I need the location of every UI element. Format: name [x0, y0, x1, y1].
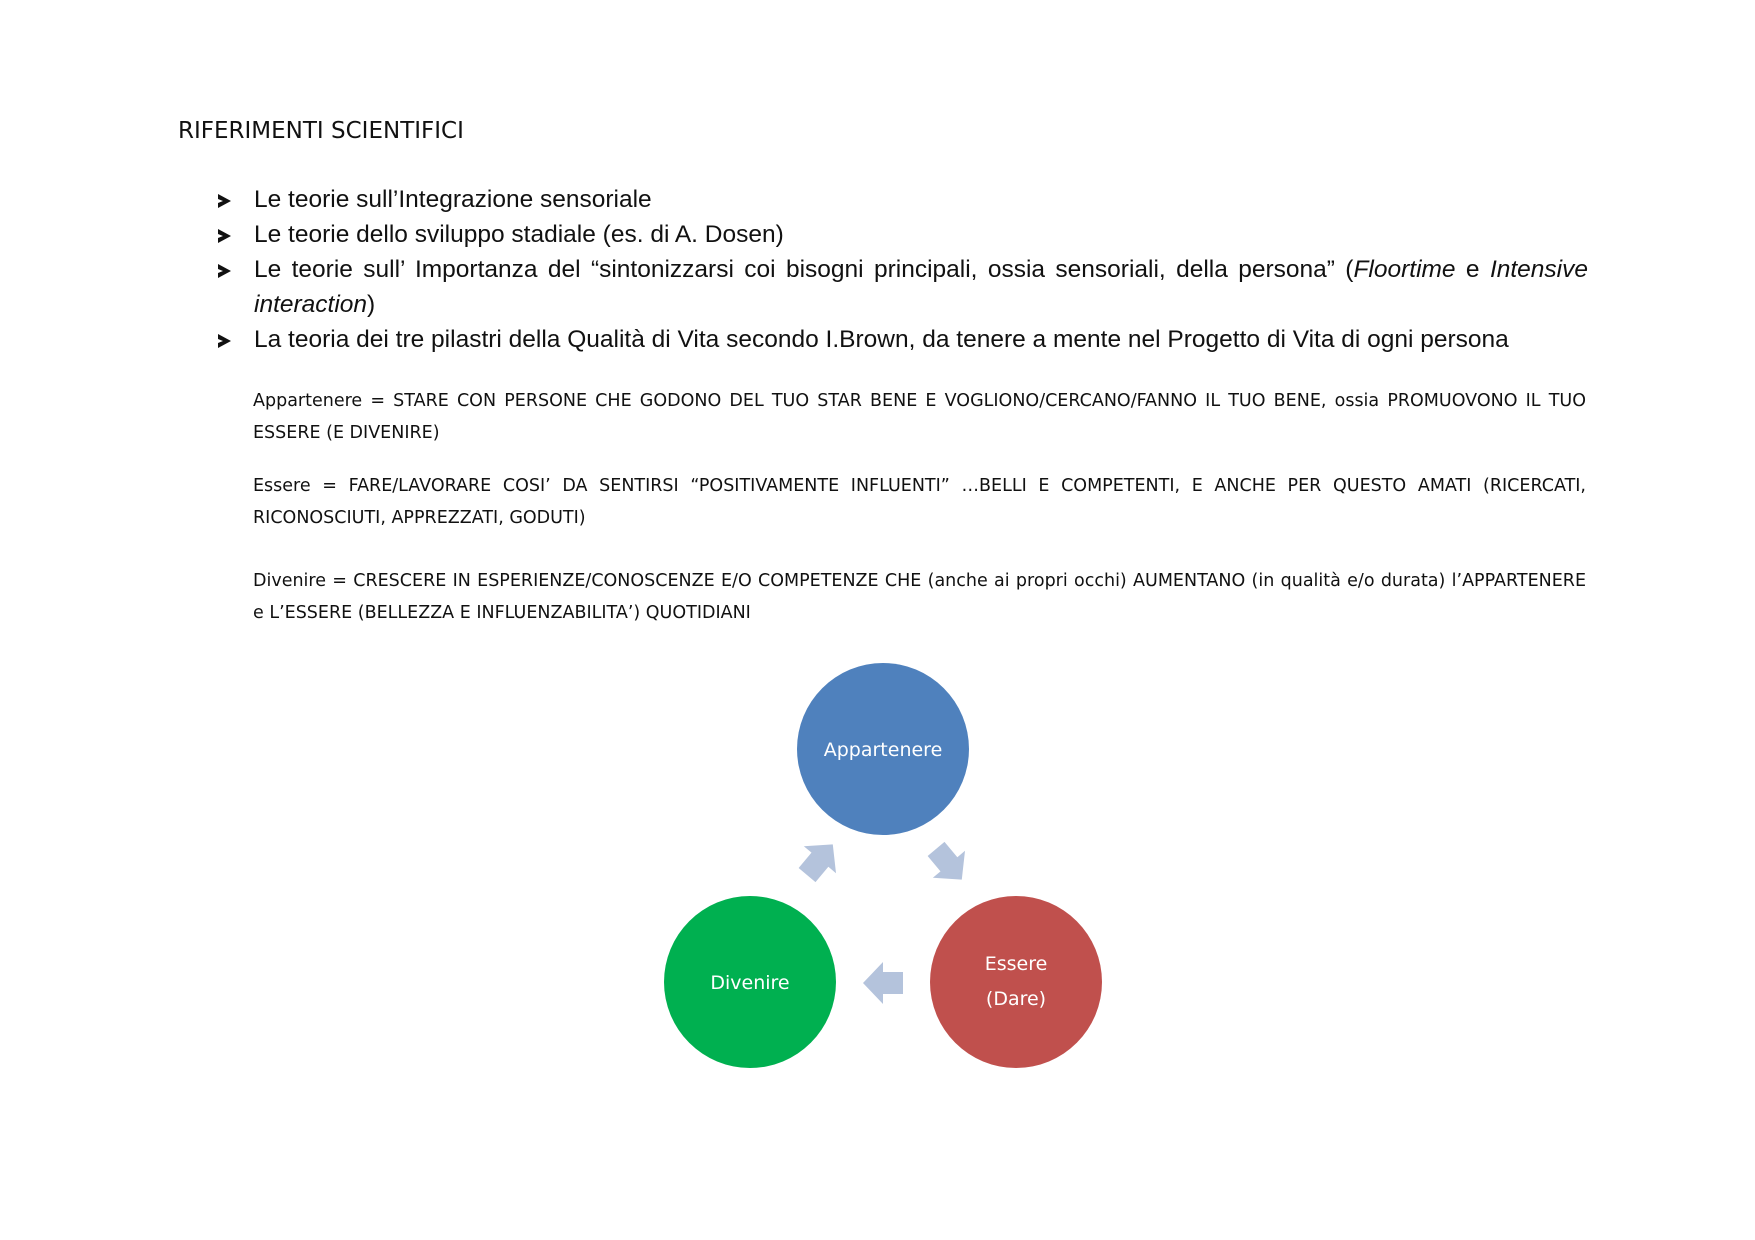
text-segment: e — [1455, 256, 1490, 283]
node-essere — [930, 896, 1102, 1068]
bullet-text: Le teorie dello sviluppo stadiale (es. di A. Dosen) — [254, 221, 784, 248]
node-label-dare: (Dare) — [985, 988, 1047, 1010]
node-label-divenire: Divenire — [710, 972, 790, 994]
definition-essere: Essere = FARE/LAVORARE COSI’ DA SENTIRSI “POSITIVAMENTE INFLUENTI” …BELLI E COMPETENTI, E ANCHE PER QUESTO AMATI (RICERCATI, RICONOSCIUTI, APPREZZATI, GODUTI) — [253, 476, 1586, 528]
node-label-essere: Essere — [984, 953, 1048, 975]
italic-term-intensive-interaction: Intensive interaction — [254, 256, 1588, 318]
bullet-text: Le teorie sull’Integrazione sensoriale — [254, 186, 652, 213]
definition-divenire: Divenire = CRESCERE IN ESPERIENZE/CONOSCENZE E/O COMPETENZE CHE (anche ai propri occhi) AUMENTANO (in qualità e/o durata) l’APPARTENERE e L’ESSERE (BELLEZZA E INFLUENZABILITA’) QUOTIDIANI — [253, 571, 1586, 623]
arrow-divenire-to-appartenere — [791, 831, 849, 889]
text-segment: Le teorie sull’ Importanza del “sintonizzarsi coi bisogni principali, ossia sensoriali, della persona” ( — [254, 256, 1354, 283]
page-title: RIFERIMENTI SCIENTIFICI — [178, 118, 464, 144]
italic-term-floortime: Floortime — [1353, 256, 1456, 283]
bullet-text: La teoria dei tre pilastri della Qualità di Vita secondo I.Brown, da tenere a mente nel Progetto di Vita di ogni persona — [254, 326, 1509, 353]
arrow-essere-to-divenire — [863, 962, 903, 1004]
definition-appartenere: Appartenere = STARE CON PERSONE CHE GODONO DEL TUO STAR BENE E VOGLIONO/CERCANO/FANNO IL TUO BENE, ossia PROMUOVONO IL TUO ESSERE (E DIVENIRE) — [253, 391, 1586, 443]
text-segment: ) — [367, 291, 376, 318]
node-label-appartenere: Appartenere — [823, 739, 943, 761]
arrow-appartenere-to-essere — [920, 835, 978, 893]
